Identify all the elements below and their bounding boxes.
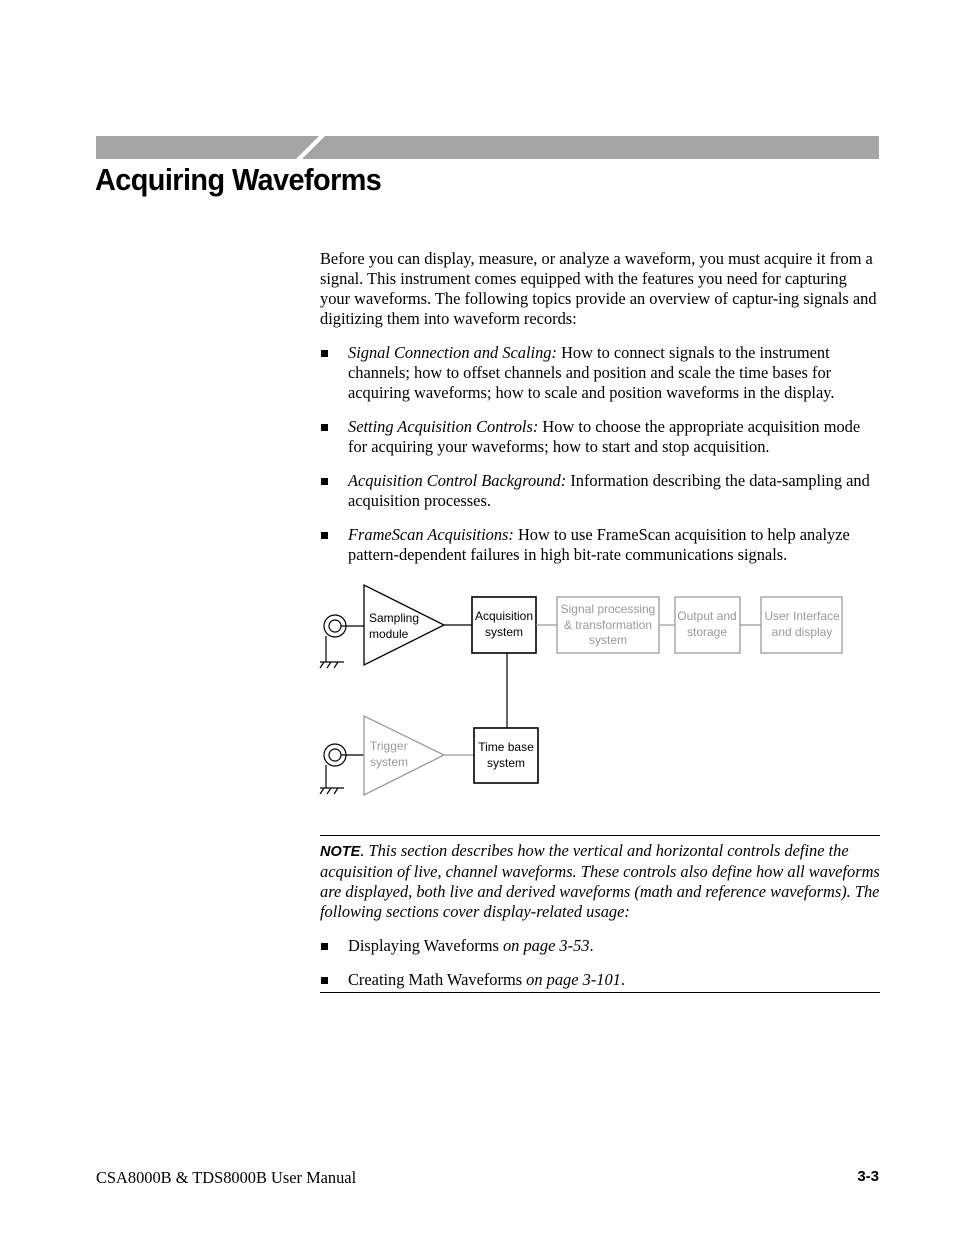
ref-link-creating-math-waveforms[interactable]: Creating Math Waveforms	[348, 970, 523, 989]
bullet-square-icon	[321, 532, 328, 539]
list-item: Displaying Waveforms on page 3-53.	[320, 936, 880, 956]
footer-page-number: 3-3	[857, 1168, 879, 1185]
ref-page: on page 3-53	[498, 936, 590, 955]
bnc-connector-icon	[320, 615, 364, 668]
ref-link-displaying-waveforms[interactable]: Displaying Waveforms	[348, 936, 499, 955]
signal-processing-label: Signal processing	[560, 602, 656, 616]
list-item	[320, 525, 880, 565]
section-banner	[96, 136, 879, 159]
bullet-square-icon	[321, 478, 328, 485]
note-label: NOTE	[320, 844, 361, 860]
sampling-module-label: Sampling	[369, 611, 420, 625]
topic-term: Signal Connection and Scaling:	[348, 343, 557, 362]
time-base-system-label: system	[486, 756, 526, 770]
list-item	[320, 343, 880, 403]
note-text: . This section describes how the vertical and horizontal controls define the acquisition of live, channel waveforms. These controls also define how all waveforms are displayed, both live and derived waveforms (math and reference waveforms). The following sections cover display-related usage:	[320, 841, 880, 921]
user-interface-label: User Interface	[764, 609, 840, 623]
acquisition-block-diagram	[314, 582, 854, 804]
topic-text: How to choose the appropriate acquisition mode for acquiring your waveforms; how to start and stop acquisition.	[348, 417, 861, 456]
topic-text: How to use FrameScan acquisition to help analyze pattern-dependent failures in high bit-rate communications signals.	[348, 525, 850, 564]
acquisition-system-label: system	[484, 625, 524, 639]
main-content	[320, 249, 880, 579]
time-base-system-label: Time base	[478, 740, 534, 754]
topic-term: Setting Acquisition Controls:	[348, 417, 539, 436]
bullet-square-icon	[321, 943, 328, 950]
list-item: Creating Math Waveforms on page 3-101.	[320, 970, 880, 990]
footer-manual-title: CSA8000B & TDS8000B User Manual	[96, 1168, 357, 1187]
list-item	[320, 417, 880, 457]
topic-term: Acquisition Control Background:	[348, 471, 567, 490]
trigger-system-label: Trigger	[370, 739, 408, 753]
output-storage-label: storage	[686, 625, 728, 639]
page-title: Acquiring Waveforms	[95, 162, 382, 197]
output-storage-label: Output and	[677, 609, 737, 623]
acquisition-system-label: Acquisition	[474, 609, 534, 623]
list-item	[320, 471, 880, 511]
topic-term: FrameScan Acquisitions:	[348, 525, 514, 544]
signal-processing-label: system	[588, 633, 628, 647]
note-box	[320, 835, 880, 993]
bullet-square-icon	[321, 977, 328, 984]
signal-processing-label: & transformation	[563, 618, 653, 632]
sampling-module-triangle	[364, 585, 444, 665]
trigger-system-label: system	[370, 755, 409, 769]
bullet-square-icon	[321, 350, 328, 357]
sampling-module-label: module	[369, 627, 409, 641]
topic-text: Information describing the data-sampling and acquisition processes.	[348, 471, 870, 510]
bullet-square-icon	[321, 424, 328, 431]
user-interface-label: and display	[771, 625, 833, 639]
topic-list	[320, 343, 880, 565]
intro-paragraph: Before you can display, measure, or analyze a waveform, you must acquire it from a signal. This instrument comes equipped with the features you need for capturing your waveforms. The following topics provide an overview of captur-ing signals and digitizing them into waveform records:	[320, 249, 877, 328]
topic-text: How to connect signals to the instrument channels; how to offset channels and position and scale the time bases for acquiring waveforms; how to scale and position waveforms in the display.	[348, 343, 835, 402]
ref-page: on page 3-101	[522, 970, 621, 989]
note-paragraph	[320, 841, 880, 922]
note-ref-list	[320, 936, 880, 990]
bnc-connector-icon	[320, 744, 364, 794]
